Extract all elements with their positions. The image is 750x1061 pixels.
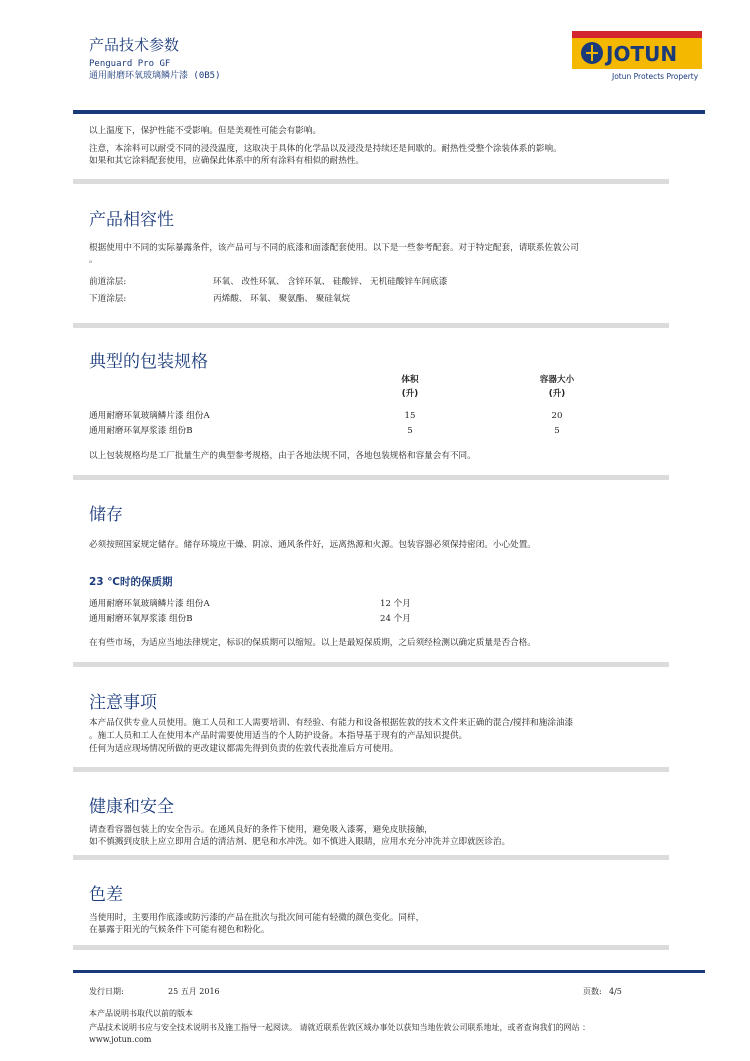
shelf-life-title: 23 ℃时的保质期 bbox=[89, 576, 173, 588]
section-title-health: 健康和安全 bbox=[89, 797, 174, 817]
section-divider bbox=[73, 662, 669, 667]
issue-date-label: 发行日期: bbox=[89, 987, 124, 996]
health-line-2: 如不慎溅到皮肤上应立即用合适的清洁剂、肥皂和水冲洗。如不慎进入眼睛，应用水充分冲洗并立即就医诊治。 bbox=[89, 837, 511, 847]
section-divider bbox=[73, 945, 669, 950]
pack-row-name: 通用耐磨环氧厚浆漆 组份B bbox=[89, 426, 193, 436]
storage-note: 在有些市场，为适应当地法律规定，标识的保质期可以缩短。以上是最短保质期，之后须经检测以确定质量是否合格。 bbox=[89, 638, 536, 648]
intro-line-1: 以上温度下，保护性能不受影响。但是美观性可能会有影响。 bbox=[89, 126, 322, 136]
next-coat-label: 下道涂层: bbox=[89, 294, 127, 304]
section-title-packaging: 典型的包装规格 bbox=[89, 352, 208, 372]
product-subtitle: 通用耐磨环氧玻璃鳞片漆 (0B5) bbox=[89, 71, 221, 81]
packaging-note: 以上包装规格均是工厂批量生产的典型参考规格，由于各地法规不同，各地包装规格和容量会有不同。 bbox=[89, 451, 476, 461]
pack-row-volume: 15 bbox=[404, 411, 416, 421]
page-title: 产品技术参数 bbox=[89, 36, 180, 54]
section-divider bbox=[73, 179, 669, 184]
intro-line-3: 如果和其它涂料配套使用，应确保此体系中的所有涂料有相似的耐热性。 bbox=[89, 156, 365, 166]
storage-desc: 必须按照国家规定储存。储存环境应干燥、阴凉、通风条件好，远离热源和火源。包装容器必须保持密闭。小心处置。 bbox=[89, 540, 536, 550]
shelf-row-value: 24 个月 bbox=[380, 614, 411, 624]
compat-desc: 根据使用中不同的实际暴露条件，该产品可与不同的底漆和面漆配套使用。以下是一些参考配套。对于特定配套，请联系佐敦公司 bbox=[89, 243, 579, 253]
section-divider bbox=[73, 767, 669, 772]
section-divider bbox=[73, 475, 669, 480]
page-count-value: 4/5 bbox=[609, 987, 622, 996]
page-count-label: 页数: bbox=[583, 987, 602, 996]
jotun-logo bbox=[572, 31, 702, 81]
section-title-caution: 注意事项 bbox=[89, 693, 157, 713]
color-line-1: 当使用时，主要用作底漆或防污漆的产品在批次与批次间可能有轻微的颜色变化。同样， bbox=[89, 913, 425, 923]
prev-coat-label: 前道涂层: bbox=[89, 277, 127, 287]
caution-line-3: 任何为适应现场情况所做的更改建议都需先得到负责的佐敦代表批准后方可使用。 bbox=[89, 744, 399, 754]
logo-text: JOTUN bbox=[606, 42, 678, 66]
header-rule bbox=[73, 110, 705, 114]
pack-row-volume: 5 bbox=[407, 426, 413, 436]
logo-tagline: Jotun Protects Property bbox=[612, 72, 699, 81]
volume-header: 体积 (升) bbox=[401, 375, 419, 399]
shelf-row-name: 通用耐磨环氧厚浆漆 组份B bbox=[89, 614, 193, 624]
caution-line-1: 本产品仅供专业人员使用。施工人员和工人需要培训、有经验、有能力和设备根据佐敦的技术文件来正确的混合/搅拌和施涂油漆 bbox=[89, 718, 574, 728]
website-link[interactable]: www.jotun.com bbox=[89, 1035, 152, 1044]
color-line-2: 在暴露于阳光的气候条件下可能有褪色和粉化。 bbox=[89, 925, 270, 935]
caution-line-2: 。施工人员和工人在使用本产品时需要使用适当的个人防护设备。本指导基于现有的产品知识提供。 bbox=[89, 731, 468, 741]
footer-line-2: 产品技术说明书应与安全技术说明书及施工指导一起阅读。 请就近联系佐敦区域办事处以获知当地佐敦公司联系地址，或者查询我们的网站 ： bbox=[89, 1023, 591, 1032]
footer-rule bbox=[73, 970, 705, 973]
section-title-storage: 储存 bbox=[89, 505, 123, 525]
compat-desc-end: 。 bbox=[89, 255, 98, 265]
issue-date-value: 25 五月 2016 bbox=[168, 987, 220, 996]
next-coat-value: 丙烯酸、 环氧、 聚氨酯、 聚硅氧烷 bbox=[213, 294, 351, 304]
container-header: 容器大小 (升) bbox=[539, 375, 575, 399]
section-divider bbox=[73, 855, 669, 860]
shelf-row-name: 通用耐磨环氧玻璃鳞片漆 组份A bbox=[89, 599, 210, 609]
shelf-row-value: 12 个月 bbox=[380, 599, 411, 609]
prev-coat-value: 环氧、 改性环氧、 含锌环氧、 硅酸锌、 无机硅酸锌车间底漆 bbox=[213, 277, 448, 287]
pack-row-container: 20 bbox=[551, 411, 563, 421]
section-title-color: 色差 bbox=[89, 885, 123, 905]
intro-line-2: 注意，本涂料可以耐受不同的浸没温度，这取决于具体的化学品以及浸没是持续还是间歇的。耐热性受整个涂装体系的影响。 bbox=[89, 144, 562, 154]
section-title-compat: 产品相容性 bbox=[89, 210, 174, 230]
product-info bbox=[89, 58, 221, 82]
pack-row-container: 5 bbox=[554, 426, 560, 436]
footer-line-1: 本产品说明书取代以前的版本 bbox=[89, 1009, 193, 1018]
product-name: Penguard Pro GF bbox=[89, 59, 171, 69]
pack-row-name: 通用耐磨环氧玻璃鳞片漆 组份A bbox=[89, 411, 210, 421]
health-line-1: 请查看容器包装上的安全告示。在通风良好的条件下使用，避免吸入漆雾，避免皮肤接触， bbox=[89, 825, 433, 835]
section-divider bbox=[73, 323, 669, 328]
